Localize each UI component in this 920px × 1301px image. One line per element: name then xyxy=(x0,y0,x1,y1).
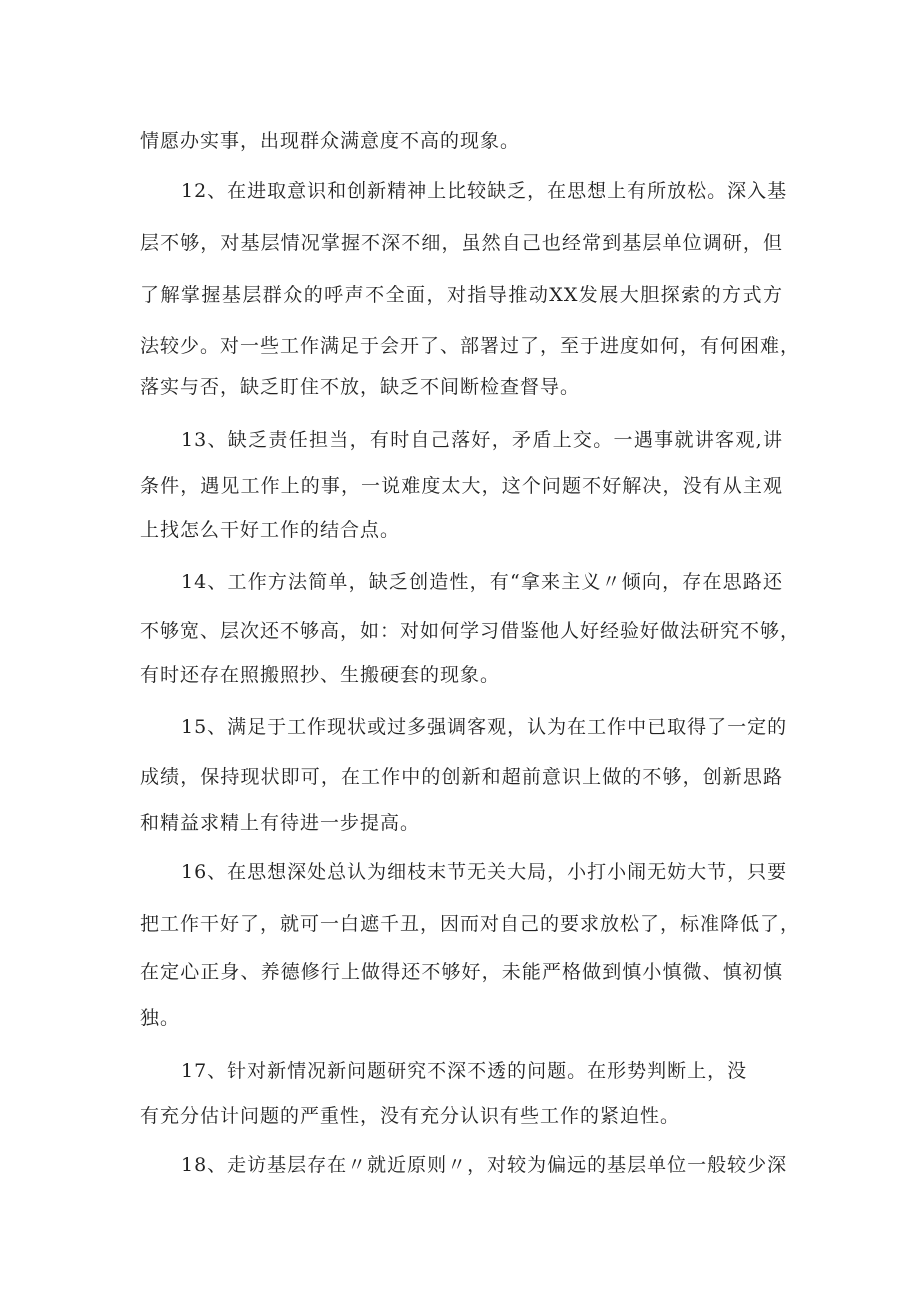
paragraph-line: 17、针对新情况新问题研究不深不透的问题。在形势判断上，没 xyxy=(181,1060,748,1082)
paragraph-line: 13、缺乏责任担当，有时自己落好，矛盾上交。一遇事就讲客观,讲 xyxy=(181,429,783,451)
paragraph-line: 落实与否，缺乏盯住不放，缺乏不间断检查督导。 xyxy=(140,376,581,398)
paragraph-line: 层不够，对基层情况掌握不深不细，虽然自己也经常到基层单位调研，但 xyxy=(140,232,783,254)
paragraph-line: 和精益求精上有待进一步提高。 xyxy=(140,812,421,834)
paragraph-line: 不够宽、层次还不够高，如：对如何学习借鉴他人好经验好做法研究不够， xyxy=(140,620,801,642)
paragraph-line: 成绩，保持现状即可，在工作中的创新和超前意识上做的不够，创新思路 xyxy=(140,766,783,788)
paragraph-line: 法较少。对一些工作满足于会开了、部署过了，至于进度如何，有何困难， xyxy=(140,335,801,357)
paragraph-line: 情愿办实事，出现群众满意度不高的现象。 xyxy=(140,130,521,152)
paragraph-line: 条件，遇见工作上的事，一说难度太大，这个问题不好解决，没有从主观 xyxy=(140,475,783,497)
paragraph-line: 独。 xyxy=(140,1007,181,1029)
paragraph-line: 把工作干好了，就可一白遮千丑，因而对自己的要求放松了，标准降低了， xyxy=(140,913,801,935)
paragraph-line: 有充分估计问题的严重性，没有充分认识有些工作的紧迫性。 xyxy=(140,1105,681,1127)
paragraph-line: 18、走访基层存在〃就近原则〃，对较为偏远的基层单位一般较少深 xyxy=(181,1154,788,1176)
paragraph-line: 上找怎么干好工作的结合点。 xyxy=(140,519,401,541)
paragraph-line: 有时还存在照搬照抄、生搬硬套的现象。 xyxy=(140,664,501,686)
paragraph-line: 了解掌握基层群众的呼声不全面，对指导推动XX发展大胆探索的方式方 xyxy=(140,284,783,306)
paragraph-line: 12、在进取意识和创新精神上比较缺乏，在思想上有所放松。深入基 xyxy=(181,180,788,202)
paragraph-line: 15、满足于工作现状或过多强调客观，认为在工作中已取得了一定的 xyxy=(181,716,788,738)
paragraph-line: 16、在思想深处总认为细枝末节无关大局，小打小闹无妨大节，只要 xyxy=(181,861,788,883)
paragraph-line: 在定心正身、养德修行上做得还不够好，未能严格做到慎小慎微、慎初慎 xyxy=(140,961,783,983)
paragraph-line: 14、工作方法简单，缺乏创造性，有“拿来主义〃倾向，存在思路还 xyxy=(181,571,783,593)
